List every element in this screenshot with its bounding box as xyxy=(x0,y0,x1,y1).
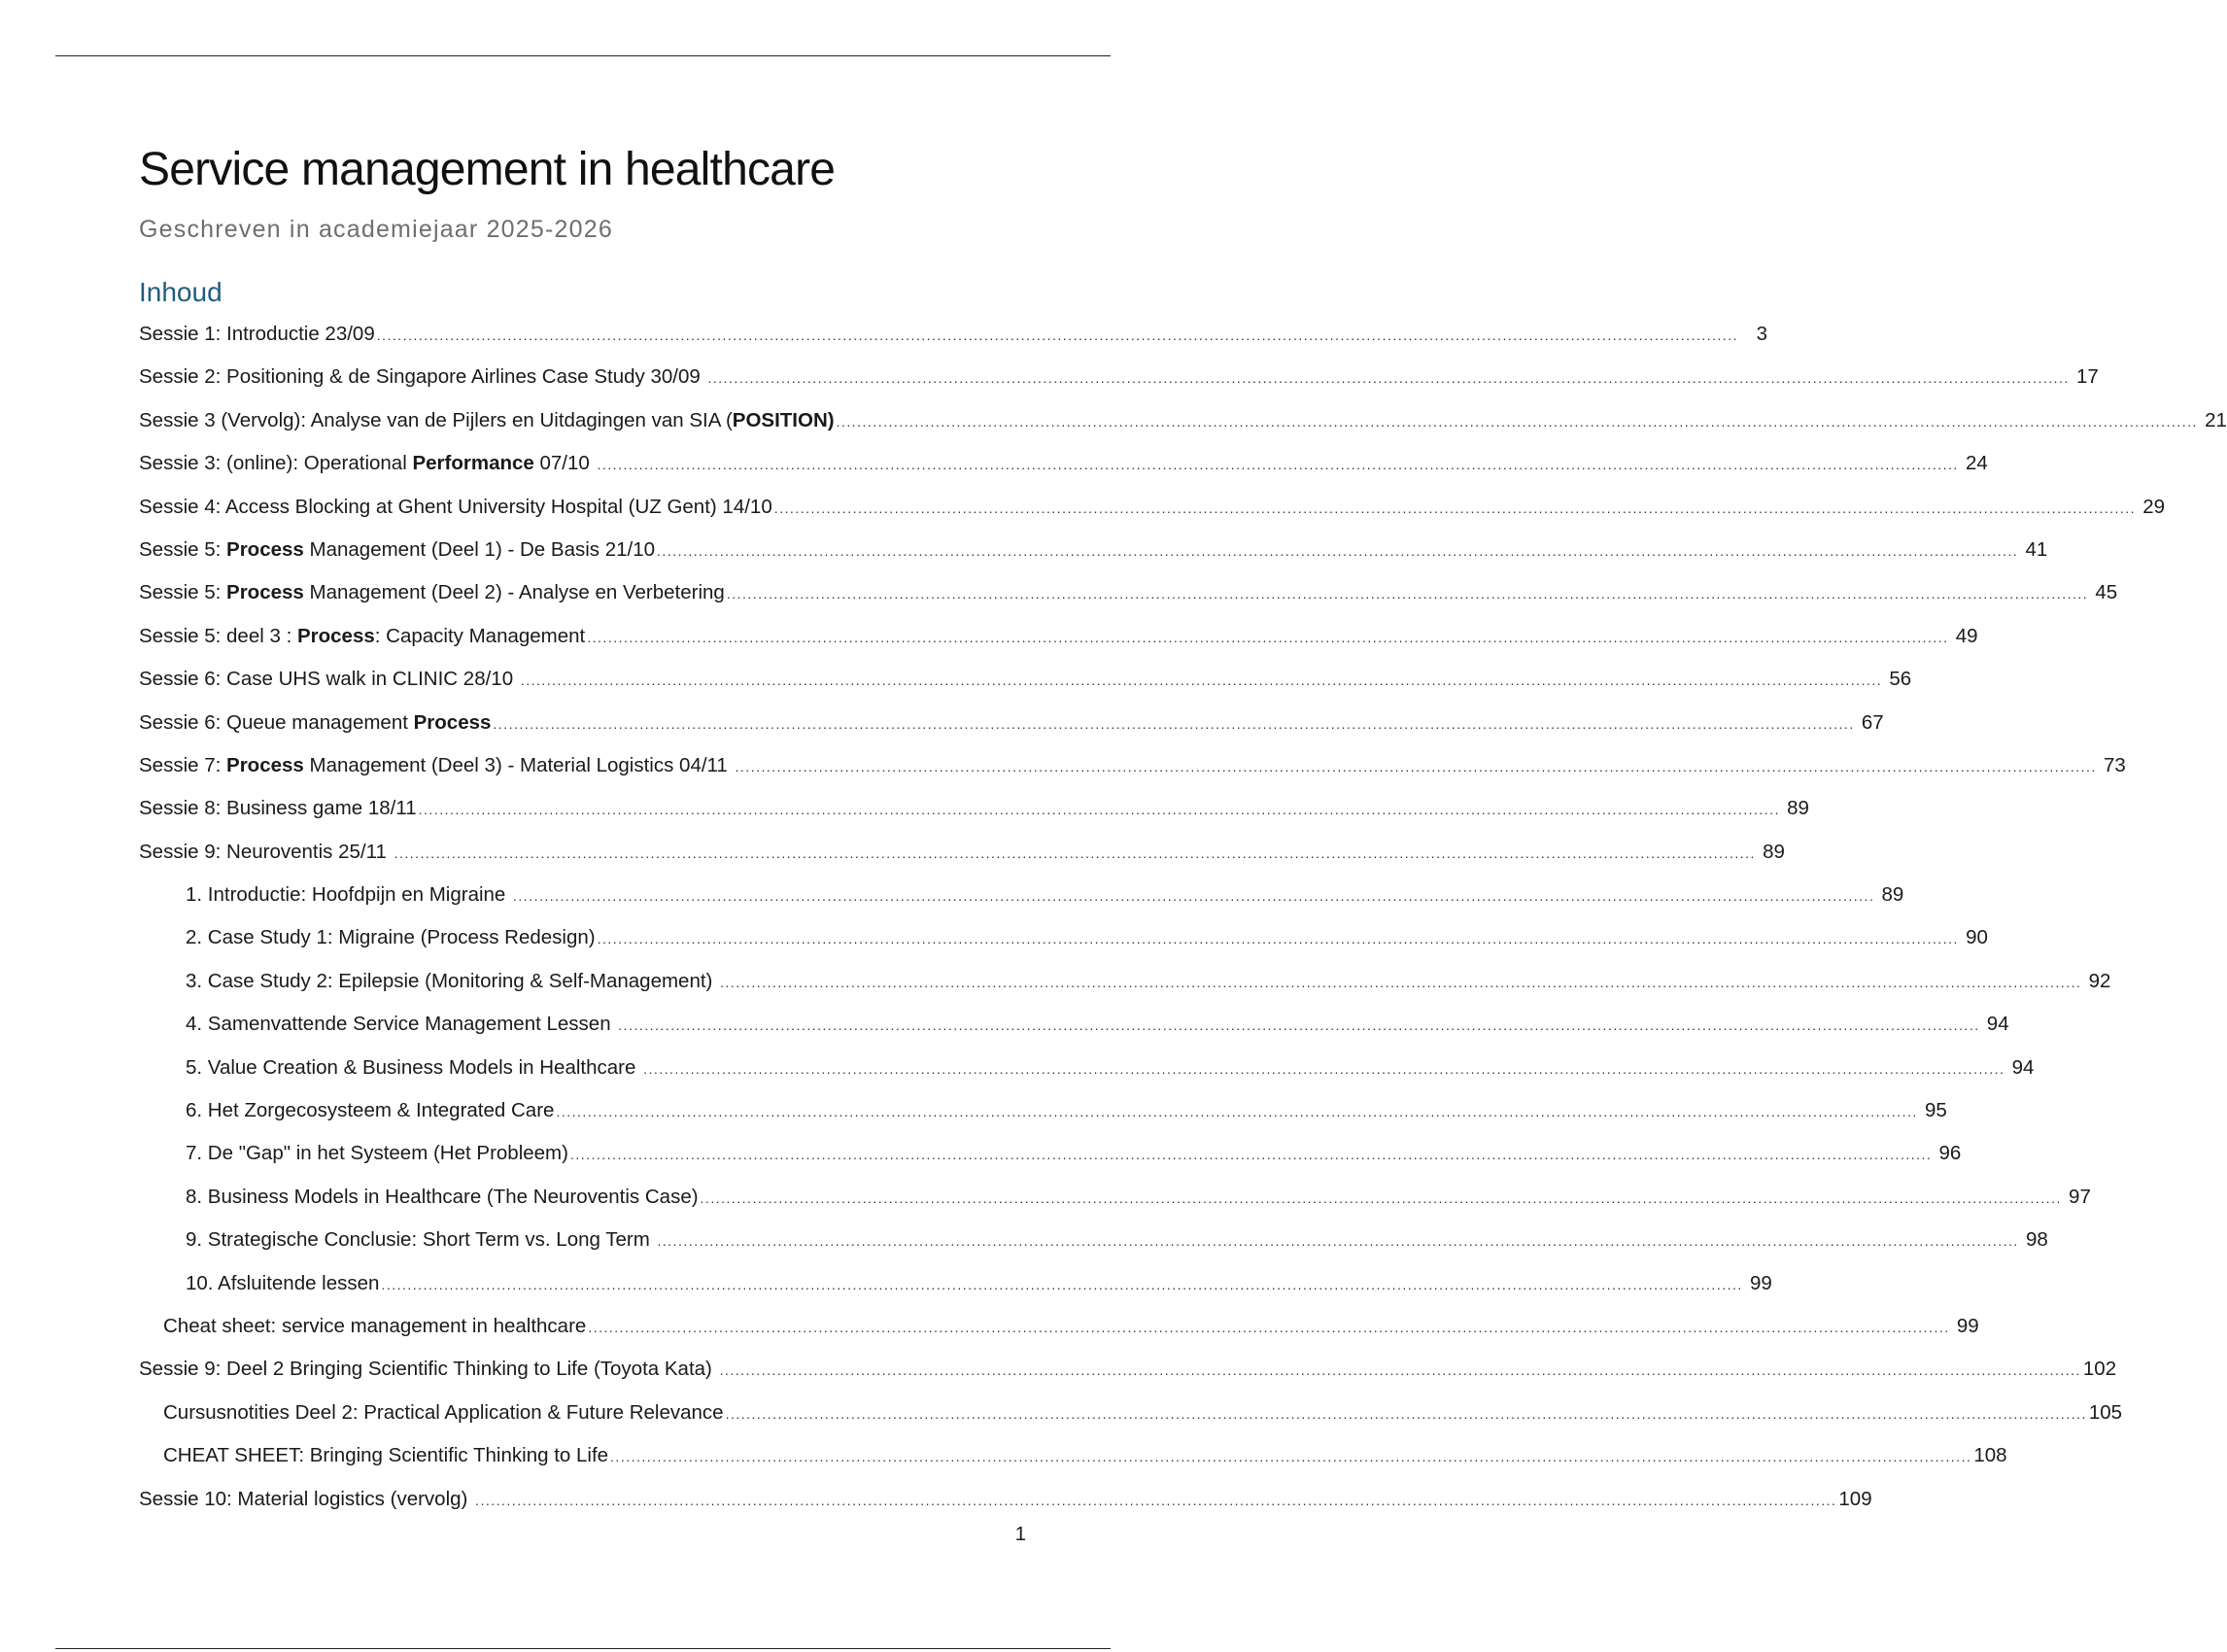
toc-entry-title xyxy=(139,313,375,356)
toc-dot-leader xyxy=(475,1479,1836,1522)
document-subtitle: Geschreven in academiejaar 2025-2026 xyxy=(139,216,613,243)
toc-dot-leader xyxy=(493,703,1854,745)
toc-dot-leader xyxy=(587,616,1948,659)
toc-entry-page: 95 xyxy=(1924,1099,1947,1122)
toc-entry-page: 97 xyxy=(2069,1185,2091,1208)
toc-entry-title xyxy=(163,1434,608,1477)
toc-entry-page: 49 xyxy=(1955,624,1978,647)
toc-entry-page: 89 xyxy=(1787,797,1809,820)
toc-entry[interactable] xyxy=(139,442,1988,485)
toc-entry-title xyxy=(139,442,596,485)
toc-dot-leader xyxy=(381,1263,1742,1306)
toc-dot-leader xyxy=(774,487,2136,530)
toc-entry-title-bold: POSITION) xyxy=(732,408,835,431)
toc-entry-page: 99 xyxy=(1749,1271,1772,1294)
toc-entry-title xyxy=(186,1047,641,1089)
toc-entry-title-bold: Process xyxy=(413,710,492,734)
toc-entry-page: 41 xyxy=(2025,537,2048,561)
toc-entry[interactable] xyxy=(139,399,2227,442)
toc-entry-title xyxy=(139,399,835,442)
toc-entry-title-text: : Capacity Management xyxy=(374,624,586,647)
toc-dot-leader xyxy=(598,443,1959,486)
toc-entry-title xyxy=(163,1392,724,1434)
toc-entry-page: 90 xyxy=(1966,926,1988,949)
toc-entry-title-text: Sessie 6: Queue management xyxy=(139,710,414,734)
toc-entry-title-text: Sessie 7: xyxy=(139,753,227,776)
toc-entry-title-text: Sessie 10: Material logistics (vervolg) xyxy=(139,1487,474,1510)
toc-entry-title-text: Cursusnotities Deel 2: Practical Application & Future Relevance xyxy=(163,1400,724,1424)
toc-entry-title-text: Cheat sheet: service management in healthcare xyxy=(163,1314,587,1337)
toc-entry[interactable] xyxy=(139,1478,1872,1521)
toc-entry[interactable] xyxy=(139,529,2048,571)
toc-entry-title xyxy=(139,831,393,874)
toc-dot-leader xyxy=(720,961,2081,1004)
toc-entry-title xyxy=(163,1305,586,1348)
toc-entry[interactable] xyxy=(139,831,1785,874)
toc-entry-title-text: 10. Afsluitende lessen xyxy=(186,1271,380,1294)
toc-entry-title-text: Sessie 9: Neuroventis 25/11 xyxy=(139,840,393,863)
toc-dot-leader xyxy=(419,788,1780,831)
toc-entry[interactable] xyxy=(139,1047,2035,1089)
toc-entry-title-text: Sessie 3: (online): Operational xyxy=(139,452,413,475)
toc-dot-leader xyxy=(556,1090,1917,1133)
toc-entry-title xyxy=(139,744,734,787)
toc-entry-title-text: 07/10 xyxy=(533,452,596,475)
toc-entry-title xyxy=(186,1003,616,1046)
toc-entry[interactable] xyxy=(139,1348,2117,1391)
toc-entry-title-text: Sessie 5: xyxy=(139,537,227,561)
toc-entry-title-text: Sessie 5: xyxy=(139,581,227,604)
toc-entry[interactable] xyxy=(139,1003,2009,1046)
toc-entry-title-text: 7. De "Gap" in het Systeem (Het Probleem) xyxy=(186,1142,568,1165)
toc-entry[interactable] xyxy=(139,960,2111,1003)
toc-dot-leader xyxy=(618,1004,1979,1047)
toc-dot-leader xyxy=(570,1133,1932,1176)
toc-entry[interactable] xyxy=(139,1305,1979,1348)
toc-entry-title xyxy=(186,916,596,959)
toc-entry-title xyxy=(186,1262,379,1305)
toc-dot-leader xyxy=(521,659,1882,702)
toc-entry-page: 105 xyxy=(2088,1400,2123,1424)
page-number: 1 xyxy=(1014,1523,1026,1545)
toc-entry-title xyxy=(139,571,725,614)
toc-entry-page: 96 xyxy=(1938,1142,1962,1165)
document-title: Service management in healthcare xyxy=(139,144,836,195)
toc-entry-page: 89 xyxy=(1881,883,1904,907)
toc-dot-leader xyxy=(837,400,2198,443)
toc-dot-leader xyxy=(588,1306,1949,1349)
toc-entry-title-text: 6. Het Zorgecosysteem & Integrated Care xyxy=(186,1099,555,1122)
toc-heading: Inhoud xyxy=(139,277,223,307)
toc-entry-title-bold: Process xyxy=(226,753,304,776)
toc-entry-page: 98 xyxy=(2026,1228,2048,1252)
toc-entry-title xyxy=(139,356,705,398)
toc-dot-leader xyxy=(736,745,2097,788)
toc-entry-page: 3 xyxy=(1756,323,1768,345)
toc-dot-leader xyxy=(598,917,1959,960)
toc-entry-title-bold: Performance xyxy=(412,452,534,475)
toc-dot-leader xyxy=(394,832,1756,875)
toc-entry-title xyxy=(139,529,655,571)
toc-entry-title-text: Sessie 8: Business game 18/11 xyxy=(139,797,417,820)
toc-entry-title-text: Sessie 1: Introductie 23/09 xyxy=(139,323,375,345)
toc-entry-title-text: Management (Deel 1) - De Basis 21/10 xyxy=(303,537,656,561)
toc-entry-page: 94 xyxy=(2011,1055,2035,1079)
toc-entry-page: 73 xyxy=(2104,753,2126,776)
toc-entry[interactable] xyxy=(139,1392,2123,1434)
toc-entry-title xyxy=(186,1089,554,1132)
toc-entry-title xyxy=(139,1348,718,1391)
toc-entry-title-text: Sessie 5: deel 3 : xyxy=(139,624,297,647)
toc-entry-title xyxy=(139,658,519,701)
toc-entry-page: 99 xyxy=(1956,1314,1979,1337)
toc-entry[interactable] xyxy=(139,702,1884,744)
toc-entry-title xyxy=(139,787,417,830)
toc-entry[interactable] xyxy=(139,1262,1772,1305)
toc-entry[interactable] xyxy=(139,744,2126,787)
toc-entry-page: 89 xyxy=(1763,840,1785,863)
toc-entry-title-text: 9. Strategische Conclusie: Short Term vs. Long Term xyxy=(186,1228,656,1252)
toc-entry[interactable] xyxy=(139,787,1809,830)
toc-entry-page: 56 xyxy=(1889,668,1912,691)
toc-entry[interactable] xyxy=(139,486,2166,529)
toc-entry-page: 29 xyxy=(2142,495,2166,518)
toc-entry-title-text: Sessie 9: Deel 2 Bringing Scientific Thinking to Life (Toyota Kata) xyxy=(139,1358,718,1381)
toc-entry-title-text: 4. Samenvattende Service Management Lessen xyxy=(186,1013,617,1036)
toc-entry[interactable] xyxy=(139,615,1978,658)
toc-dot-leader xyxy=(643,1048,2004,1090)
toc-entry-page: 45 xyxy=(2095,581,2118,604)
toc-entry[interactable] xyxy=(139,916,1988,959)
toc-entry-title xyxy=(139,1478,473,1521)
toc-entry[interactable] xyxy=(139,356,2099,398)
table-of-contents xyxy=(139,313,2227,1521)
toc-entry-title-text: Sessie 3 (Vervolg): Analyse van de Pijlers en Uitdagingen van SIA ( xyxy=(139,408,733,431)
toc-dot-leader xyxy=(720,1349,2081,1392)
toc-entry-title-text: Sessie 4: Access Blocking at Ghent University Hospital (UZ Gent) 14/10 xyxy=(139,495,772,518)
toc-dot-leader xyxy=(377,314,1738,357)
toc-entry-title-text: Sessie 2: Positioning & de Singapore Airlines Case Study 30/09 xyxy=(139,365,706,389)
toc-dot-leader xyxy=(610,1435,1971,1478)
footer-rule xyxy=(55,1648,1111,1649)
toc-entry-title-bold: Process xyxy=(226,581,304,604)
toc-dot-leader xyxy=(657,530,2018,572)
toc-entry[interactable] xyxy=(139,1219,2048,1261)
toc-entry-page: 108 xyxy=(1973,1444,2007,1467)
toc-entry-title xyxy=(186,1132,568,1175)
toc-entry[interactable] xyxy=(139,1434,2007,1477)
toc-entry[interactable] xyxy=(139,1089,1947,1132)
toc-entry-title xyxy=(139,702,491,744)
header-rule xyxy=(55,55,1111,56)
toc-entry-title xyxy=(139,486,772,529)
toc-entry-page: 92 xyxy=(2088,969,2111,992)
toc-entry-title-text: 8. Business Models in Healthcare (The Neuroventis Case) xyxy=(186,1185,699,1208)
toc-entry-title-text: Management (Deel 2) - Analyse en Verbetering xyxy=(303,581,725,604)
toc-entry-title-bold: Process xyxy=(296,624,375,647)
toc-entry[interactable] xyxy=(139,1132,1962,1175)
toc-entry[interactable] xyxy=(139,313,1768,356)
toc-entry-page: 21 xyxy=(2205,408,2227,431)
toc-entry-page: 102 xyxy=(2082,1358,2117,1381)
toc-dot-leader xyxy=(707,357,2069,399)
toc-dot-leader xyxy=(658,1220,2019,1262)
toc-dot-leader xyxy=(513,875,1874,917)
toc-entry-title xyxy=(186,1176,699,1219)
toc-entry-title-bold: Process xyxy=(226,537,304,561)
toc-entry-title-text: Management (Deel 3) - Material Logistics 04/11 xyxy=(303,753,734,776)
toc-entry-title-text: CHEAT SHEET: Bringing Scientific Thinking to Life xyxy=(163,1444,609,1467)
toc-entry[interactable] xyxy=(139,1176,2091,1219)
toc-entry-title-text: 5. Value Creation & Business Models in Healthcare xyxy=(186,1055,642,1079)
toc-entry-title xyxy=(186,874,511,916)
toc-entry-page: 109 xyxy=(1838,1487,1872,1510)
toc-entry-page: 94 xyxy=(1986,1013,2009,1036)
toc-entry-title-text: 1. Introductie: Hoofdpijn en Migraine xyxy=(186,883,512,907)
toc-dot-leader xyxy=(727,572,2088,615)
toc-entry-title-text: Sessie 6: Case UHS walk in CLINIC 28/10 xyxy=(139,668,519,691)
toc-entry[interactable] xyxy=(139,571,2118,614)
toc-entry[interactable] xyxy=(139,874,1904,916)
toc-entry-title-text: 2. Case Study 1: Migraine (Process Redesign) xyxy=(186,926,596,949)
toc-entry-title xyxy=(186,1219,656,1261)
toc-entry-page: 17 xyxy=(2075,365,2099,389)
toc-dot-leader xyxy=(726,1393,2087,1435)
toc-entry-page: 67 xyxy=(1861,710,1884,734)
toc-entry-title-text: 3. Case Study 2: Epilepsie (Monitoring & Self-Management) xyxy=(186,969,719,992)
toc-dot-leader xyxy=(701,1177,2062,1220)
toc-entry-title xyxy=(186,960,718,1003)
toc-entry-title xyxy=(139,615,585,658)
toc-entry[interactable] xyxy=(139,658,1912,701)
toc-entry-page: 24 xyxy=(1966,452,1988,475)
